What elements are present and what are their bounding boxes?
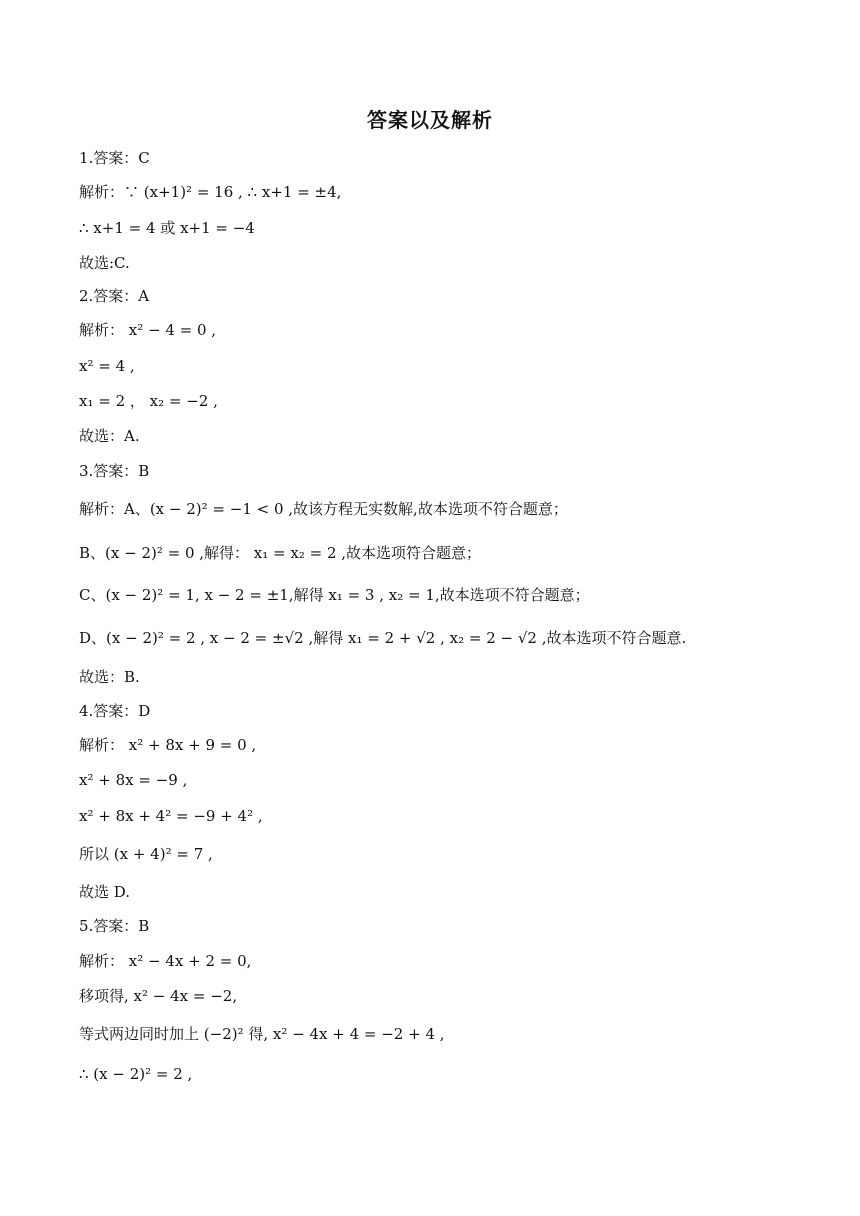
q4-analysis-line: x² + 8x = −9 , bbox=[79, 771, 188, 789]
q4-analysis-line: x² + 8x + 4² = −9 + 4² , bbox=[79, 807, 263, 825]
q3-analysis-line: B、(x − 2)² = 0 ,解得： x₁ = x₂ = 2 ,故本选项符合题意； bbox=[79, 544, 482, 562]
q3-answer: 3.答案：B bbox=[79, 462, 150, 480]
q2-analysis-line: x₁ = 2 ， x₂ = −2 , bbox=[79, 392, 218, 410]
q1-choice: 故选:C. bbox=[79, 254, 130, 272]
q1-analysis-line: 解析：∵ (x+1)² = 16 , ∴ x+1 = ±4, bbox=[79, 183, 342, 201]
q1-analysis-line: ∴ x+1 = 4 或 x+1 = −4 bbox=[79, 219, 255, 237]
q4-answer: 4.答案：D bbox=[79, 702, 151, 720]
q5-answer: 5.答案：B bbox=[79, 917, 150, 935]
q1-answer: 1.答案：C bbox=[79, 149, 150, 167]
q5-analysis-line: 等式两边同时加上 (−2)² 得, x² − 4x + 4 = −2 + 4 , bbox=[79, 1025, 445, 1043]
q5-analysis-line: 解析： x² − 4x + 2 = 0, bbox=[79, 952, 252, 970]
q2-analysis-line: 解析： x² − 4 = 0 , bbox=[79, 321, 217, 339]
q3-choice: 故选：B. bbox=[79, 668, 140, 686]
q2-answer: 2.答案：A bbox=[79, 287, 150, 305]
q3-analysis-line: D、(x − 2)² = 2 , x − 2 = ±√2 ,解得 x₁ = 2 + √2 , x₂ = 2 − √2 ,故本选项不符合题意. bbox=[79, 629, 687, 647]
q3-analysis-line: 解析：A、(x − 2)² = −1 < 0 ,故该方程无实数解,故本选项不符合题意； bbox=[79, 500, 568, 518]
q5-analysis-line: ∴ (x − 2)² = 2 , bbox=[79, 1065, 193, 1083]
q5-analysis-line: 移项得, x² − 4x = −2, bbox=[79, 987, 238, 1005]
q2-choice: 故选：A. bbox=[79, 427, 140, 445]
q4-analysis-line: 所以 (x + 4)² = 7 , bbox=[79, 845, 213, 863]
q4-analysis-line: 解析： x² + 8x + 9 = 0 , bbox=[79, 736, 257, 754]
q3-analysis-line: C、(x − 2)² = 1, x − 2 = ±1,解得 x₁ = 3 , x₂ = 1,故本选项不符合题意； bbox=[79, 586, 590, 604]
q2-analysis-line: x² = 4 , bbox=[79, 357, 135, 375]
q4-choice: 故选 D. bbox=[79, 883, 131, 901]
page-title: 答案以及解析 bbox=[367, 108, 493, 132]
